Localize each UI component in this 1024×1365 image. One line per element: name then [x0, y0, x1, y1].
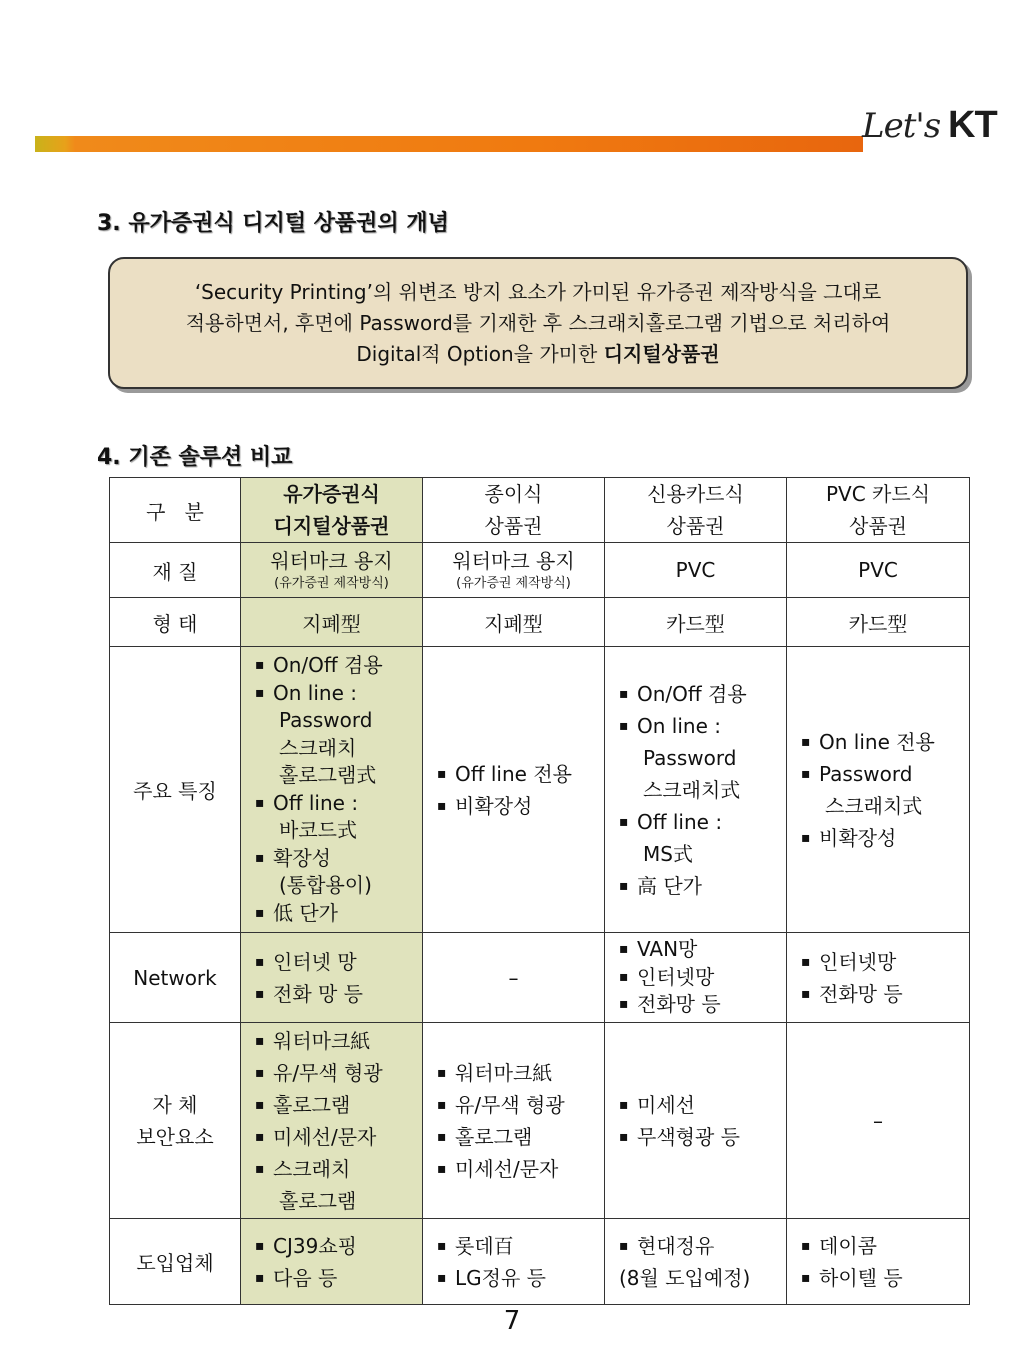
list-item: ▪ 데이콤	[801, 1230, 969, 1262]
adopters-list	[605, 1230, 786, 1262]
header-label-cell: 구 분	[110, 478, 241, 543]
header-gradient-bar	[35, 136, 863, 152]
concept-highlight: 디지털상품권	[603, 341, 720, 366]
table-row-material: 재 질 워터마크 용지 (유가증권 제작방식) 워터마크 용지 (유가증권 제작방식) PVC PVC	[110, 543, 970, 598]
header-credit-card-voucher: 신용카드식 상품권	[605, 478, 787, 543]
list-item: ▪ 미세선/문자	[255, 1121, 422, 1153]
list-item: ▪ 워터마크紙	[255, 1025, 422, 1057]
section-4-title: 4. 기존 솔루션 비교	[97, 445, 293, 470]
list-item: ▪ 인터넷 망	[255, 946, 422, 978]
kt-logo: Let's KT	[862, 104, 997, 146]
page-number: 7	[503, 1306, 521, 1336]
list-item: ▪ 롯데百	[437, 1230, 604, 1262]
table-row-adopters: 도입업체 ▪ CJ39쇼핑 ▪ 다음 등 ▪ 롯데百 ▪ LG정유 등 ▪ 현대정유 (8월 도입예정) ▪ 데이콤 ▪ 하이텔 등	[110, 1219, 970, 1305]
security-list	[605, 1089, 786, 1153]
table-row-form: 형 태 지폐型 지폐型 카드型 카드型	[110, 598, 970, 647]
table-row-network: Network ▪ 인터넷 망 ▪ 전화 망 등 – ▪ VAN망 ▪ 인터넷망 ▪ 전화망 등 ▪ 인터넷망 ▪ 전화망 등	[110, 933, 970, 1023]
list-item: ▪ 유/무색 형광	[255, 1057, 422, 1089]
security-list	[241, 1025, 422, 1217]
list-item: ▪ 홀로그램	[255, 1089, 422, 1121]
list-item: ▪ On/Off 겸용	[619, 678, 786, 710]
list-item: ▪ VAN망	[619, 936, 786, 964]
concept-description-box	[108, 257, 968, 389]
list-item: ▪ 인터넷망	[619, 964, 786, 992]
features-list	[787, 726, 969, 854]
list-item: ▪ 확장성 (통합용이)	[255, 845, 422, 900]
list-item: ▪ 미세선	[619, 1089, 786, 1121]
security-list	[423, 1057, 604, 1185]
network-list	[787, 946, 969, 1010]
list-item: ▪ On line : Password 스크래치式	[619, 710, 786, 806]
list-item: ▪ LG정유 등	[437, 1262, 604, 1294]
table-row-security: 자 체 보안요소 ▪ 워터마크紙 ▪ 유/무색 형광 ▪ 홀로그램 ▪ 미세선/문자 ▪ 스크래치 홀로그램 ▪ 워터마크紙 ▪ 유/무색 형광 ▪ 홀로그램 ▪ 미세선/문자 ▪ 미세선 ▪ 무색형광 등 –	[110, 1023, 970, 1219]
features-list	[423, 758, 604, 822]
concept-line-1: ‘Security Printing’의 위변조 방지 요소가 가미된 유가증권 제작방식을 그대로	[194, 279, 882, 304]
list-item: ▪ 유/무색 형광	[437, 1089, 604, 1121]
list-item: ▪ Off line : 바코드式	[255, 790, 422, 845]
list-item: ▪ 비확장성	[437, 790, 604, 822]
header-digital-voucher: 유가증권식 디지털상품권	[241, 478, 423, 543]
list-item: ▪ On/Off 겸용	[255, 652, 422, 680]
list-item: ▪ 전화 망 등	[255, 978, 422, 1010]
features-list	[241, 652, 422, 927]
network-list	[605, 936, 786, 1019]
list-item: ▪ 워터마크紙	[437, 1057, 604, 1089]
list-item: ▪ Password 스크래치式	[801, 758, 969, 822]
list-item: ▪ 高 단가	[619, 870, 786, 902]
list-item: ▪ 비확장성	[801, 822, 969, 854]
list-item: ▪ 인터넷망	[801, 946, 969, 978]
table-header-row	[110, 478, 970, 543]
features-list	[605, 678, 786, 902]
material-paper: 워터마크 용지 (유가증권 제작방식)	[423, 543, 605, 598]
header-pvc-card-voucher: PVC 카드식 상품권	[787, 478, 970, 543]
list-item: ▪ Off line : MS式	[619, 806, 786, 870]
header-paper-voucher: 종이식 상품권	[423, 478, 605, 543]
list-item: ▪ 현대정유	[619, 1230, 786, 1262]
table-row-features: 주요 특징 ▪ On/Off 겸용 ▪ On line : Password 스크래치 홀로그램式 ▪ Off line : 바코드式 ▪ 확장성 (통합용이) ▪ 低 단가 ▪ Off line 전용 ▪ 비확장성 ▪ On/Off 겸용 ▪ On line : Password 스크래치式 ▪ Off line : MS式 ▪ 高 단가 ▪ On line 전용 ▪ Password 스크래치式 ▪ 비확장성	[110, 647, 970, 933]
list-item: ▪ 무색형광 등	[619, 1121, 786, 1153]
list-item: ▪ On line 전용	[801, 726, 969, 758]
list-item: ▪ Off line 전용	[437, 758, 604, 790]
concept-line-2: 적용하면서, 후면에 Password를 기재한 후 스크래치홀로그램 기법으로 처리하여	[185, 310, 891, 335]
list-item: ▪ 전화망 등	[619, 991, 786, 1019]
list-item: ▪ 低 단가	[255, 900, 422, 928]
adopters-list	[787, 1230, 969, 1294]
list-item: ▪ 전화망 등	[801, 978, 969, 1010]
list-item: ▪ 다음 등	[255, 1262, 422, 1294]
network-list	[241, 946, 422, 1010]
material-digital: 워터마크 용지 (유가증권 제작방식)	[241, 543, 423, 598]
list-item: ▪ CJ39쇼핑	[255, 1230, 422, 1262]
list-item: ▪ 홀로그램	[437, 1121, 604, 1153]
list-item: ▪ On line : Password 스크래치 홀로그램式	[255, 680, 422, 790]
adopters-list	[241, 1230, 422, 1294]
concept-line-3: Digital적 Option을 가미한 디지털상품권	[356, 341, 720, 366]
list-item: ▪ 스크래치 홀로그램	[255, 1153, 422, 1217]
solution-comparison-table	[109, 477, 970, 1305]
section-3-title: 3. 유가증권식 디지털 상품권의 개념	[97, 211, 449, 236]
list-item: ▪ 미세선/문자	[437, 1153, 604, 1185]
adopters-list	[423, 1230, 604, 1294]
list-item: ▪ 하이텔 등	[801, 1262, 969, 1294]
